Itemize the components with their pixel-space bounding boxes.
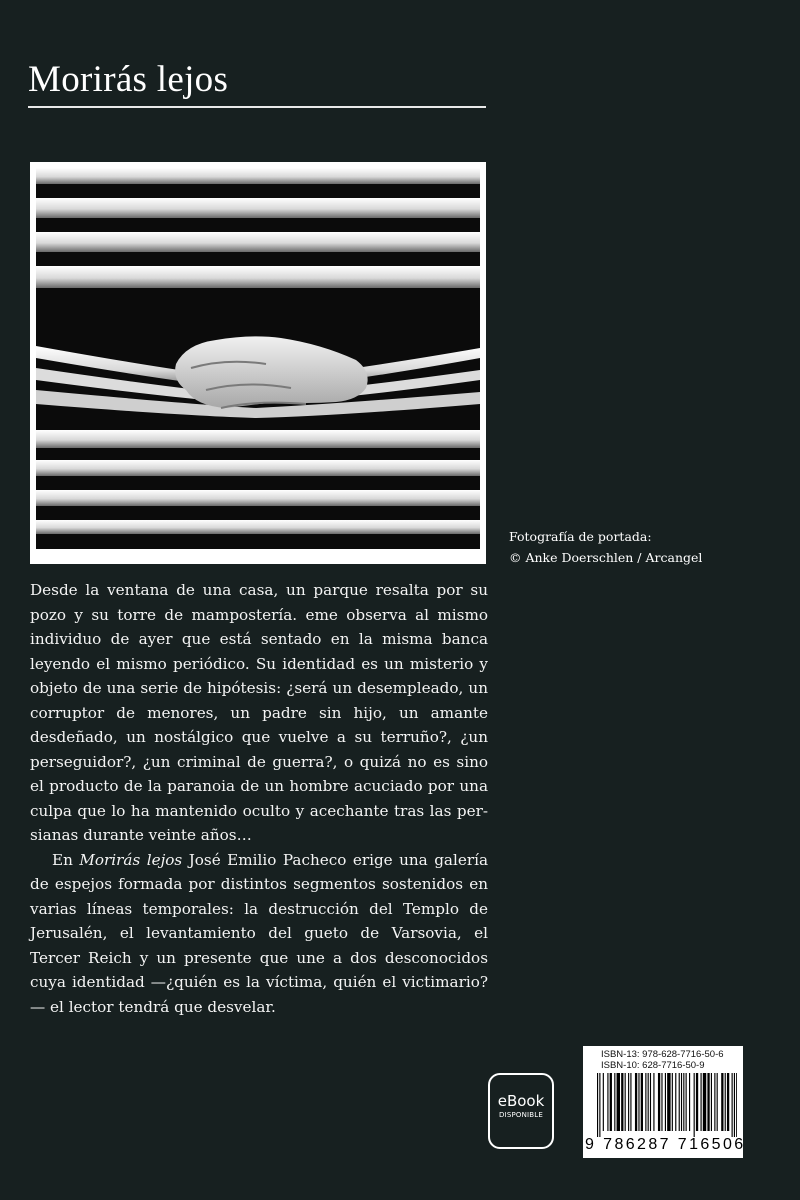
ebook-label: eBook — [497, 1092, 545, 1110]
barcode-bars — [597, 1073, 737, 1137]
ebook-sublabel: DISPONIBLE — [498, 1111, 544, 1119]
ebook-badge — [488, 1073, 554, 1149]
book-title: Morirás lejos — [28, 59, 229, 100]
blurb-p2-rest: José Emilio Pacheco erige una galería de espejos formada por distintos segmentos sostenidos en varias líneas temporales: la destrucción del Templo de Jerusalén, el levantamiento del gueto de Varsovia, el Tercer Reich y un presente que une a dos desconocidos cuya identidad —¿quién es la víctima, quién el victimario?— el lector tendrá que desvelar. — [30, 850, 488, 1016]
back-cover-blurb — [30, 578, 488, 1019]
credit-label: Fotografía de portada: — [509, 529, 652, 544]
hand-parting-blinds-photo — [36, 168, 480, 549]
barcode-digits: 9 786287 716506 — [585, 1136, 746, 1153]
isbn13-text: ISBN-13: 978-628-7716-50-6 — [601, 1049, 724, 1060]
credit-text: © Anke Doerschlen / Arcangel — [509, 550, 703, 565]
blurb-paragraph-2 — [30, 848, 488, 1020]
isbn-barcode — [583, 1046, 746, 1158]
title-rule — [28, 106, 486, 108]
photo-credit — [509, 526, 702, 568]
blurb-paragraph-1: Desde la ventana de una casa, un parque resalta por su pozo y su torre de mampostería. eme observa al mismo individuo de ayer que está sentado en la misma banca leyendo el mismo periódico. Su identidad es un misterio y objeto de una serie de hipótesis: ¿será un desempleado, un corruptor de menores, un padre sin hijo, un amante desdeñado, un nostálgico que vuelve a su terruño?, ¿un perseguidor?, ¿un criminal de guerra?, o quizá no es sino el producto de la paranoia de un hombre acuciado por una culpa que lo ha mantenido oculto y acechante tras las persianas durante veinte años… — [30, 581, 488, 844]
blurb-p2-book-title: Morirás lejos — [79, 850, 183, 869]
isbn10-text: ISBN-10: 628-7716-50-9 — [601, 1060, 705, 1071]
cover-photo — [30, 162, 486, 564]
blurb-p2-prefix: En — [52, 850, 80, 869]
